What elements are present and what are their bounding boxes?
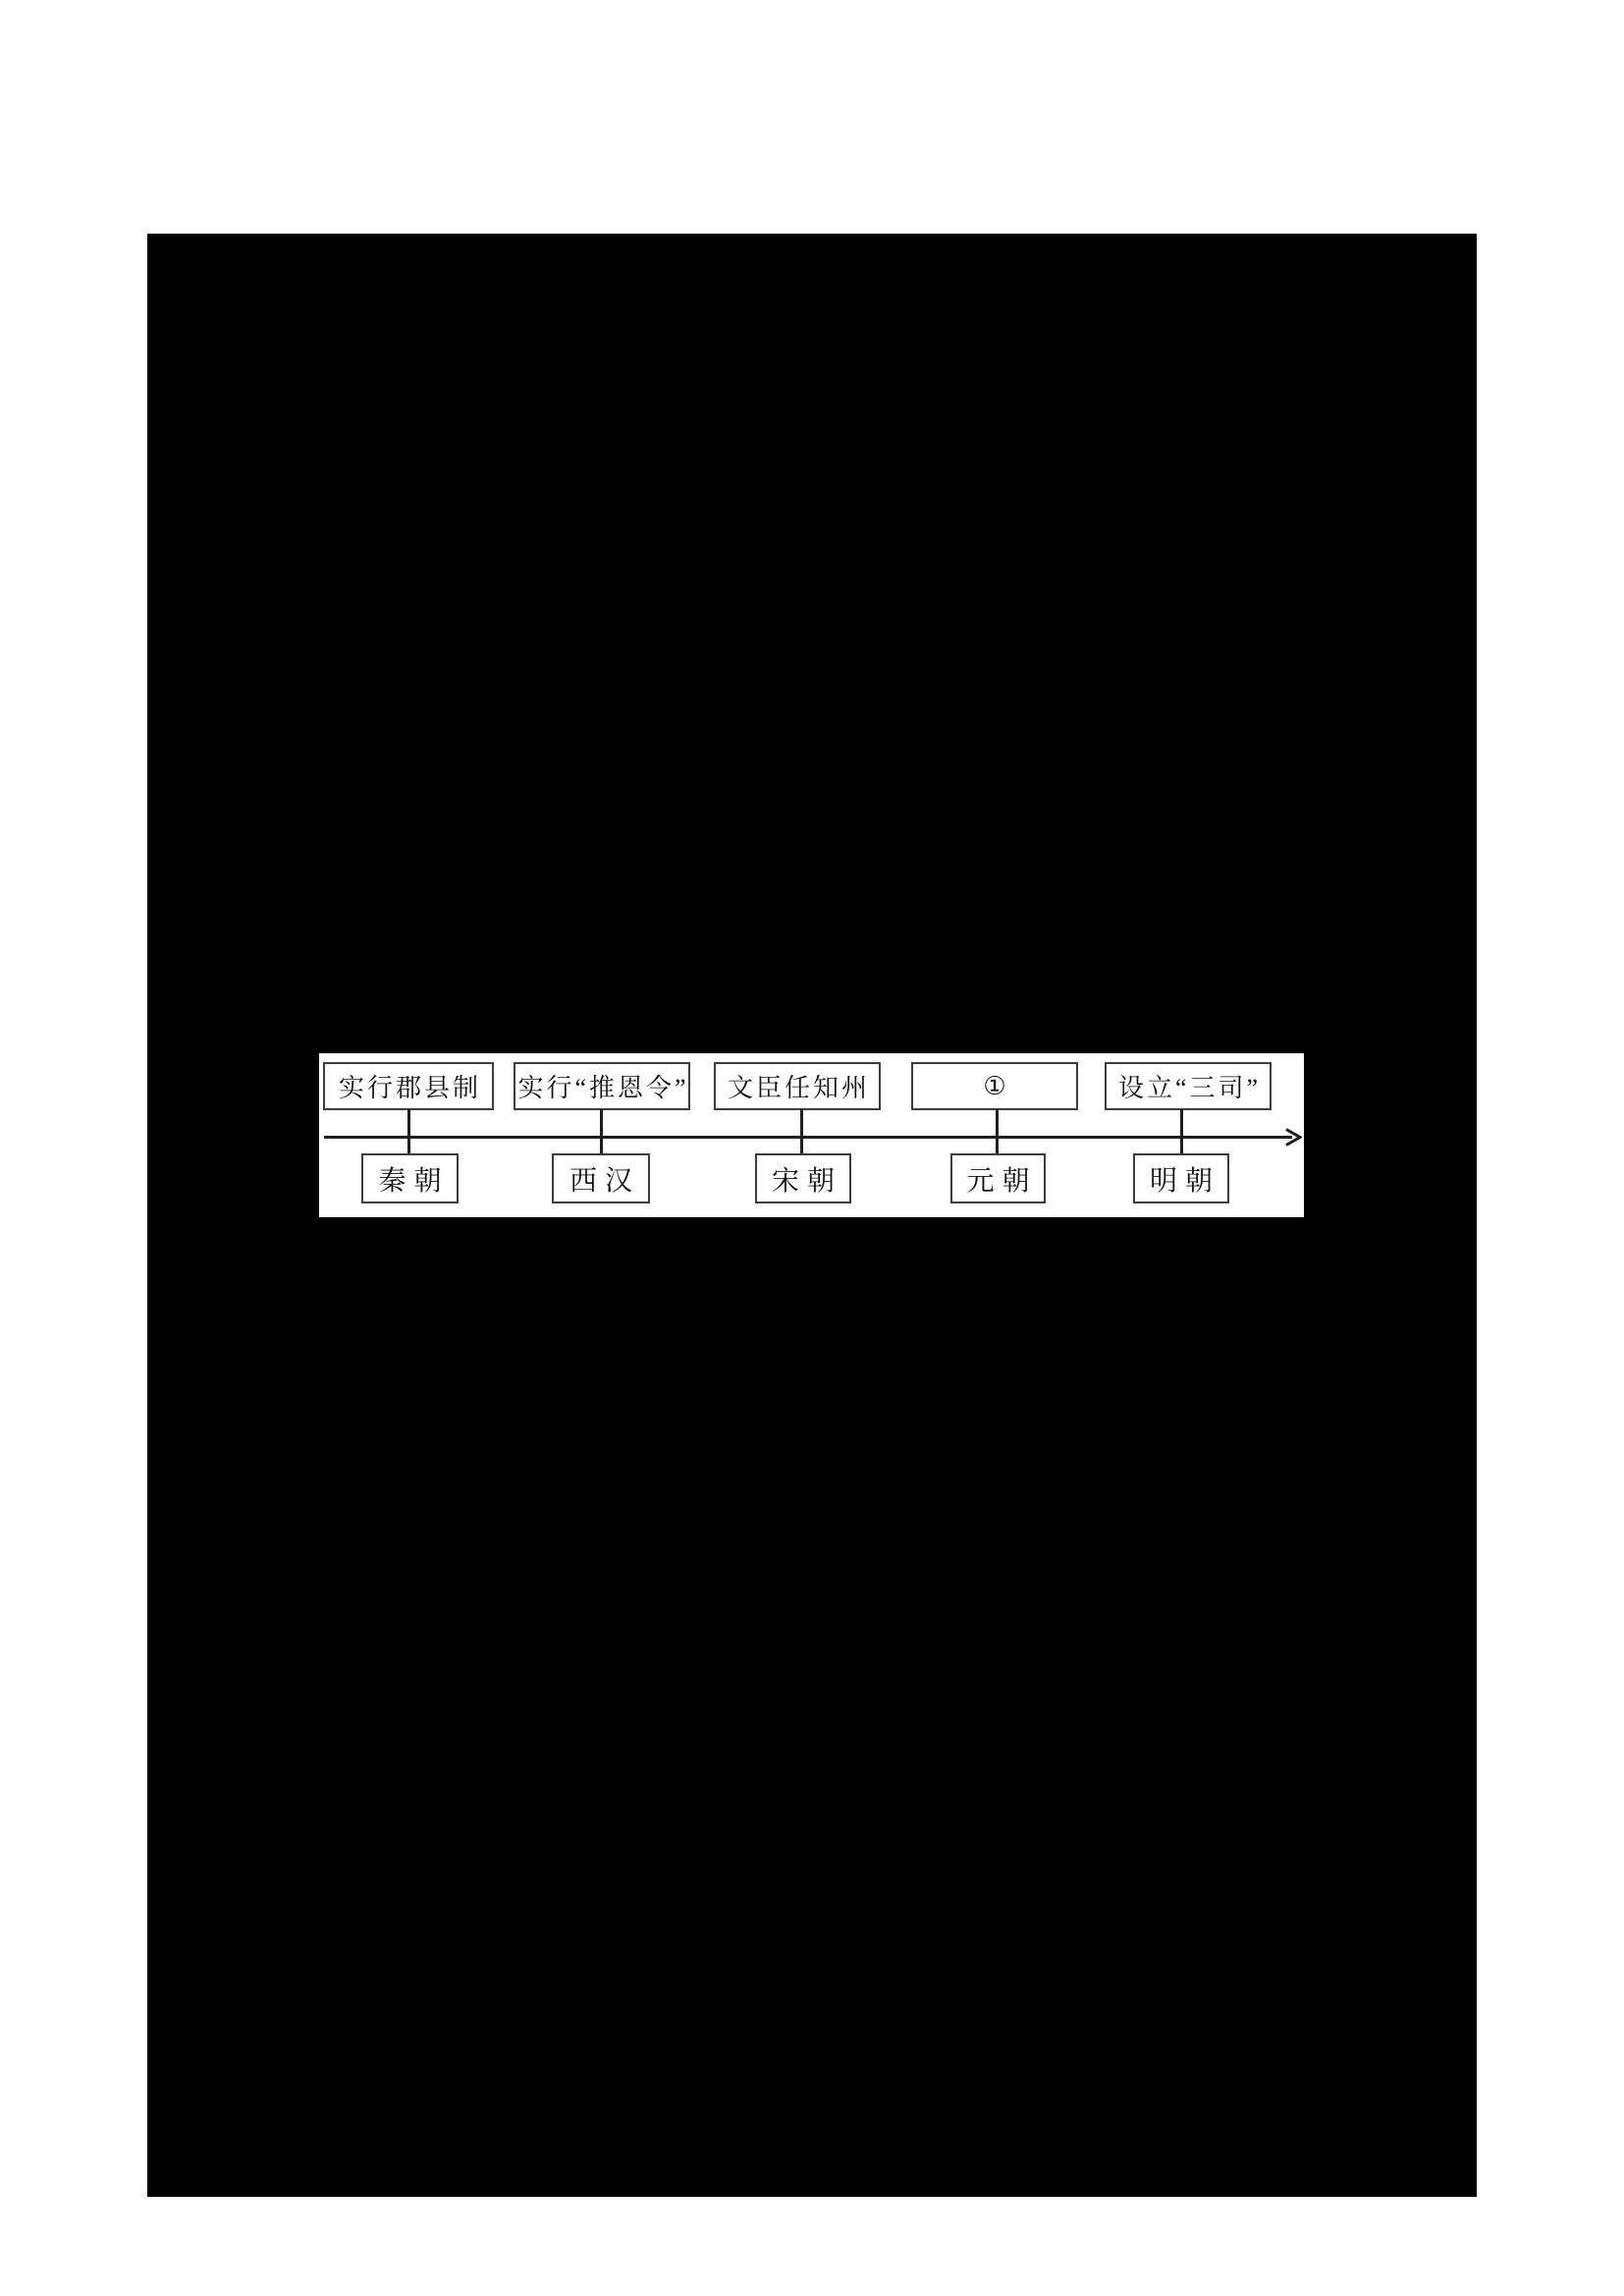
timeline-axis [324, 1136, 1292, 1139]
connector-line-song [800, 1109, 803, 1154]
dynasty-box-song: 宋朝 [755, 1153, 851, 1203]
connector-line-qin [407, 1109, 410, 1154]
dynasty-box-yuan: 元朝 [950, 1153, 1046, 1203]
event-box-tuienling: 实行“推恩令” [514, 1062, 690, 1110]
event-box-wenchen: 文臣任知州 [714, 1062, 881, 1110]
content-panel [147, 234, 1477, 2197]
event-box-blank-circle-1: ① [911, 1062, 1078, 1110]
connector-line-xihan [600, 1109, 603, 1154]
connector-line-yuan [996, 1109, 999, 1154]
connector-line-ming [1180, 1109, 1183, 1154]
dynasty-box-xihan: 西汉 [552, 1153, 650, 1203]
timeline-diagram [319, 1053, 1304, 1217]
arrow-right-icon [1285, 1128, 1302, 1147]
event-box-sansi: 设立“三司” [1105, 1062, 1272, 1110]
event-box-junxianzhi: 实行郡县制 [323, 1062, 494, 1110]
dynasty-box-ming: 明朝 [1133, 1153, 1229, 1203]
dynasty-box-qin: 秦朝 [361, 1153, 459, 1203]
